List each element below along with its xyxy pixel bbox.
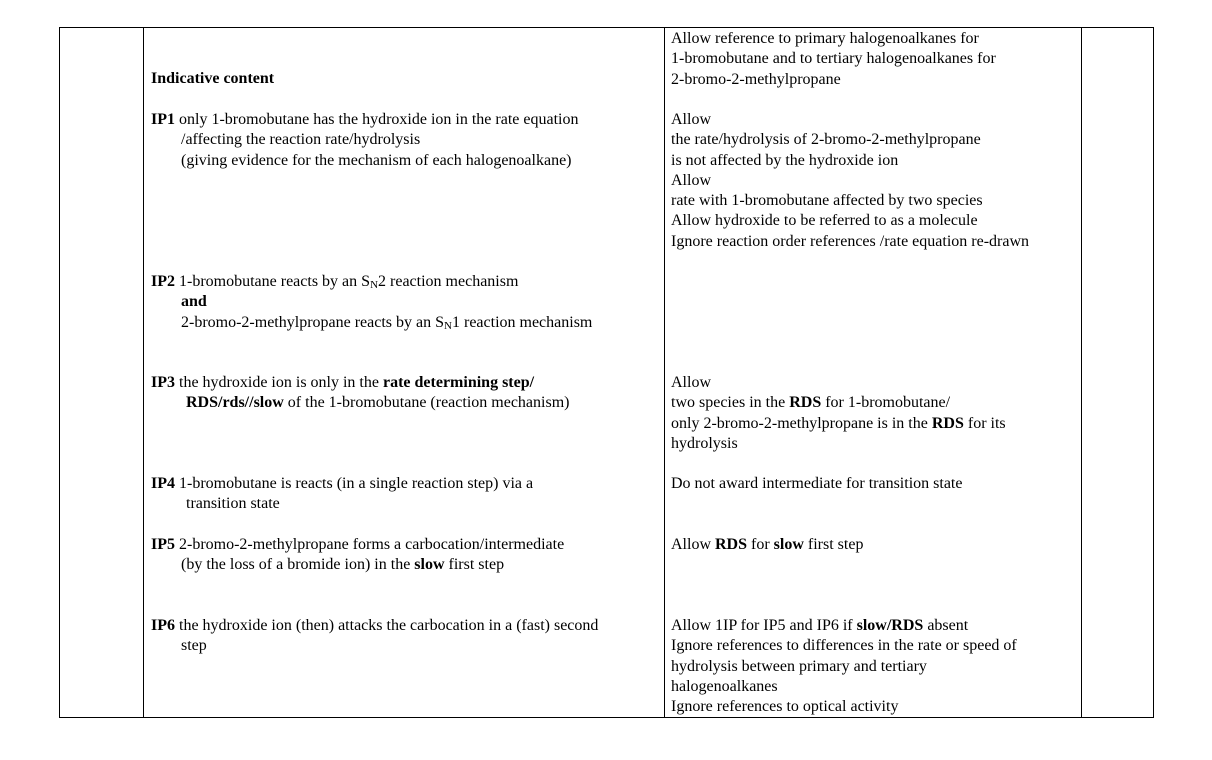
text-line [671,434,1006,454]
text-segment: IP2 [151,273,175,290]
indicative-content-heading: Indicative content [151,70,275,87]
text-segment: Allow [671,374,711,391]
text-segment: Allow hydroxide to be referred to as a molecule [671,212,978,230]
text-segment: rate determining step/ [382,374,535,391]
text-line [151,474,533,494]
text-line [151,535,564,555]
subscript: N [444,319,452,332]
text-segment: hydrolysis between primary and tertiary [671,657,927,675]
text-segment: Allow [671,111,711,128]
text-segment: for 1-bromobutane/ [821,394,951,412]
text-segment: first step [444,556,505,574]
text-segment: Ignore references to optical activity [671,698,899,716]
text-segment: slow [773,536,804,553]
text-line [151,151,578,171]
text-segment: RDS [931,414,964,432]
text-segment: step [181,637,207,655]
guidance-note-note1 [671,110,1029,252]
text-line [671,657,1017,677]
text-segment: Do not award intermediate for transition state [671,475,963,492]
text-line [151,616,598,636]
text-line [671,535,863,555]
text-line [671,191,1029,211]
subscript: N [370,279,379,291]
guidance-note-note5 [671,535,863,555]
text-segment: Allow 1IP for IP5 and IP6 if [671,617,857,634]
text-segment: RDS [715,536,748,553]
text-segment: RDS [789,394,822,412]
text-segment: /affecting the reaction rate/hydrolysis [181,131,421,149]
text-segment: 2-bromo-2-methylpropane forms a carbocation/intermediate [175,536,565,553]
column-divider [59,27,60,717]
guidance-note-note4 [671,474,962,494]
text-line [151,272,592,292]
text-line [671,697,1017,717]
text-line [151,292,592,312]
text-segment: IP4 [151,475,175,492]
guidance-note-note0 [671,29,996,90]
text-line [671,414,1006,434]
text-segment: slow/RDS [856,617,924,634]
text-line [671,232,1029,252]
text-segment: is not affected by the hydroxide ion [671,151,899,169]
text-segment: rate with 1-bromobutane affected by two species [671,192,983,210]
text-line [671,211,1029,231]
text-line [151,130,578,150]
text-line [151,393,569,413]
text-segment: Allow reference to primary halogenoalkanes for [671,30,979,47]
text-segment: 1 reaction mechanism [451,313,593,331]
text-segment: RDS/rds//slow [186,394,284,412]
text-line [151,636,598,656]
text-segment: 2 reaction mechanism [378,273,519,290]
text-segment: two species in the [671,394,790,412]
table-top-border [59,27,1154,28]
text-segment: only 1-bromobutane has the hydroxide ion in the rate equation [175,111,579,128]
text-segment: the rate/hydrolysis of 2-bromo-2-methylpropane [671,131,981,149]
text-segment: Allow [671,536,715,553]
text-segment: only 2-bromo-2-methylpropane is in the [671,414,932,432]
text-line [671,110,1029,130]
text-segment: Allow [671,171,711,189]
text-line [671,49,996,69]
indicative-point-ip5 [151,535,564,576]
text-line [671,151,1029,171]
text-line [151,494,533,514]
indicative-point-ip1 [151,110,578,171]
text-segment: IP5 [151,536,175,553]
text-segment: Ignore references to differences in the rate or speed of [671,637,1017,655]
text-segment: 2-bromo-2-methylpropane [671,70,841,88]
text-segment: Ignore reaction order references /rate equation re-drawn [671,232,1030,250]
text-line [151,373,569,393]
text-segment: transition state [186,495,280,513]
column-divider [664,27,665,717]
indicative-point-ip3 [151,373,569,414]
text-line [671,130,1029,150]
text-segment: hydrolysis [671,434,738,452]
text-segment: 2-bromo-2-methylpropane reacts by an S [181,313,445,331]
text-segment: for its [963,414,1006,432]
text-segment: (by the loss of a bromide ion) in the [181,556,415,574]
text-segment: first step [803,536,864,553]
text-segment: IP3 [151,374,175,391]
text-line [671,393,1006,413]
text-line [671,70,996,90]
text-segment: IP1 [151,111,175,128]
column-divider [1081,27,1082,717]
indicative-point-ip6 [151,616,598,657]
text-segment: (giving evidence for the mechanism of each halogenoalkane) [181,151,572,169]
text-segment: slow [414,556,445,574]
text-segment: the hydroxide ion (then) attacks the carbocation in a (fast) second [175,617,599,634]
text-line [671,29,996,49]
text-line [671,171,1029,191]
text-line [671,636,1017,656]
text-segment: 1-bromobutane reacts by an S [175,273,371,290]
text-line [151,110,578,130]
text-line [151,313,592,333]
text-segment: and [181,293,207,311]
text-line [671,373,1006,393]
text-segment: halogenoalkanes [671,677,778,695]
text-line [671,616,1017,636]
text-segment: IP6 [151,617,175,634]
guidance-note-note3 [671,373,1006,454]
guidance-note-note6 [671,616,1017,717]
text-segment: 1-bromobutane is reacts (in a single reaction step) via a [175,475,534,492]
indicative-point-ip4 [151,474,533,515]
text-segment: of the 1-bromobutane (reaction mechanism) [283,394,570,412]
text-segment: the hydroxide ion is only in the [175,374,383,391]
text-line [151,555,564,575]
text-line [671,677,1017,697]
text-segment: for [747,536,774,553]
text-line [671,474,962,494]
indicative-point-ip2 [151,272,592,333]
column-divider [143,27,144,717]
text-segment: 1-bromobutane and to tertiary halogenoalkanes for [671,50,996,68]
column-divider [1153,27,1154,717]
text-segment: absent [923,617,969,634]
